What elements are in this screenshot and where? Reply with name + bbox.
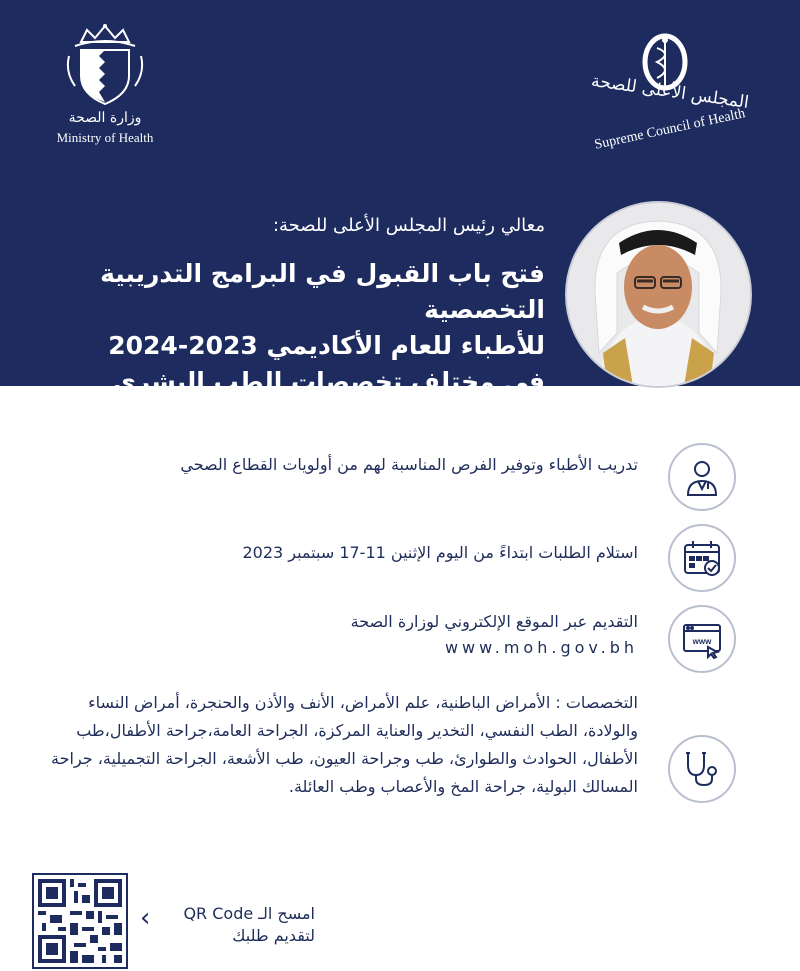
stethoscope-icon	[668, 735, 736, 803]
supreme-council-logo	[580, 30, 760, 160]
moh-english-name: Ministry of Health	[56, 130, 154, 145]
specialties-list: التخصصات : الأمراض الباطنية، علم الأمراض، الأنف والأذن والحنجرة، أمراض النساء والولادة، الطب النفسي، التخدير والعناية المركزة، الجراحة العامة،جراحة الأطفال،طب الأطفال، الحوادث والطوارئ، طب وجراحة العيون، طب الأشعة، الجراحة التجميلية، جراحة المسالك البولية، جراحة المخ والأعصاب وطب العائلة.	[51, 693, 638, 796]
official-portrait	[565, 201, 752, 388]
qr-instructions	[165, 903, 315, 947]
shc-english-name: Supreme Council of Health	[593, 106, 747, 153]
qr-code[interactable]	[32, 873, 128, 969]
shc-arabic-name: المجلس الأعلى للصحة	[589, 71, 751, 113]
qr-line-2: لتقديم طلبك	[232, 926, 315, 945]
list-item: استلام الطلبات ابتداءً من اليوم الإثنين 11-17 سبتمبر 2023	[242, 543, 638, 562]
calendar-check-icon	[668, 524, 736, 592]
crown-shield-icon	[65, 22, 145, 108]
chevron-left-icon: ‹	[140, 903, 151, 933]
doctor-icon	[668, 443, 736, 511]
header-banner	[0, 0, 800, 396]
headline-line: في مختلف تخصصات الطب البشري	[112, 367, 545, 396]
headline-line: فتح باب القبول في البرامج التدريبية التخصصية	[100, 259, 545, 324]
list-item	[28, 609, 638, 661]
ministry-of-health-logo	[45, 22, 165, 162]
qr-line-1: امسح الـ QR Code	[183, 904, 315, 923]
moh-arabic-name: وزارة الصحة	[68, 110, 142, 126]
announcement-subtitle: معالي رئيس المجلس الأعلى للصحة:	[272, 215, 545, 236]
svg-text:www: www	[692, 637, 712, 646]
headline-line: للأطباء للعام الأكاديمي 2023-2024	[108, 331, 545, 360]
announcement-headline	[25, 256, 545, 400]
list-item: تدريب الأطباء وتوفير الفرص المناسبة لهم من أولويات القطاع الصحي	[180, 455, 638, 474]
website-label: التقديم عبر الموقع الإلكتروني لوزارة الصحة	[350, 612, 638, 631]
website-url[interactable]: www.moh.gov.bh	[444, 638, 638, 657]
web-browser-icon	[668, 605, 736, 673]
